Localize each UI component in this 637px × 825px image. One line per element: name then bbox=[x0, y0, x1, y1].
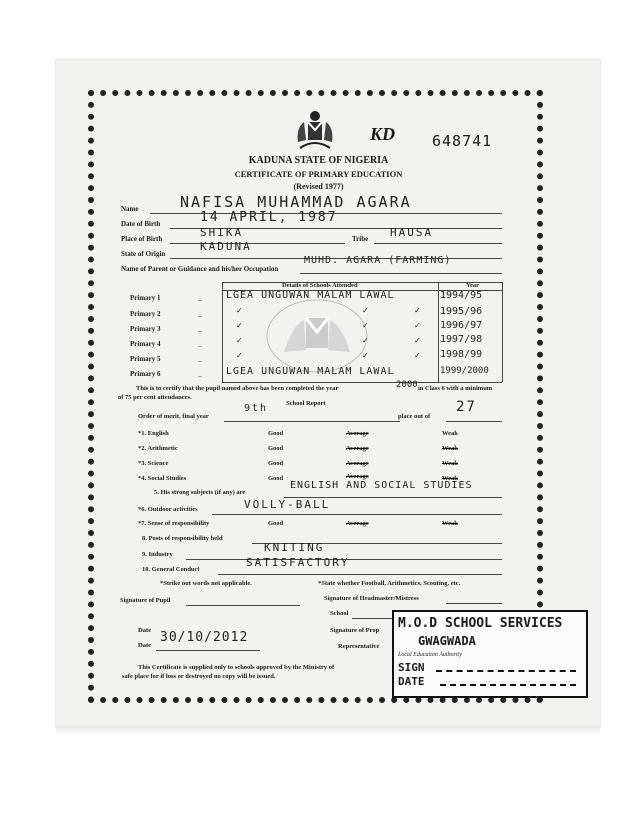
order-label: Order of merit, final year bbox=[138, 413, 209, 420]
official-stamp bbox=[392, 610, 588, 698]
soo-value: KADUNA bbox=[200, 240, 252, 253]
dob-value: 14 APRIL, 1987 bbox=[200, 210, 338, 225]
school-report-label: School Report bbox=[286, 400, 326, 407]
posts-label: 8. Posts of responsibility held bbox=[142, 535, 223, 542]
watermark-crest-icon bbox=[262, 296, 372, 376]
date-value: 30/10/2012 bbox=[160, 630, 249, 645]
conduct-value: SATISFACTORY bbox=[246, 556, 350, 569]
school-year: 1995/96 bbox=[440, 306, 483, 317]
prop-signature-label: Signature of Prop bbox=[330, 627, 380, 634]
stamp-sign: SIGN bbox=[398, 661, 425, 674]
sense-weak: Weak bbox=[442, 520, 458, 527]
order-value: 9th bbox=[244, 403, 269, 414]
industry-label: 9. Industry bbox=[142, 551, 173, 558]
parent-label: Name of Parent or Guidance and his/her Occupation bbox=[121, 265, 279, 273]
tribe-label: Tribe bbox=[352, 235, 369, 243]
details-header: Details of Schools Attended bbox=[282, 282, 358, 289]
sense-average: Average bbox=[346, 520, 369, 527]
coat-of-arms-icon bbox=[292, 108, 338, 150]
school-year: 1999/2000 bbox=[440, 366, 489, 376]
head-signature-label: Signature of Headmaster/Mistress bbox=[324, 595, 419, 602]
stamp-line-1: M.O.D SCHOOL SERVICES bbox=[398, 616, 563, 631]
parent-value: MUHD. AGARA (FARMING) bbox=[304, 255, 452, 266]
strong-subjects-label: 5. His strong subjects (if any) are bbox=[154, 489, 246, 496]
school-name: LGEA UNGUWAN MALAM LAWAL bbox=[226, 366, 395, 377]
code: KD bbox=[370, 124, 396, 144]
school-year: 1994/95 bbox=[440, 290, 483, 301]
outdoor-label: *6. Outdoor activities bbox=[138, 506, 198, 513]
tribe-value: HAUSA bbox=[390, 226, 434, 239]
conduct-label: 10. General Conduct bbox=[142, 566, 200, 573]
name-value: NAFISA MUHAMMAD AGARA bbox=[180, 193, 412, 211]
industry-value: KNITING bbox=[264, 541, 325, 554]
revised-note: (Revised 1977) bbox=[293, 182, 344, 191]
soo-label: State of Origin bbox=[121, 250, 166, 258]
representative-label: Representative bbox=[338, 643, 380, 650]
pob-label: Place of Birth bbox=[121, 235, 163, 243]
outdoor-value: VOLLY-BALL bbox=[244, 498, 331, 511]
certificate-title: CERTIFICATE OF PRIMARY EDUCATION bbox=[234, 169, 403, 179]
school-year: 1998/99 bbox=[440, 349, 483, 360]
sheet-shadow bbox=[56, 726, 600, 736]
sense-label: *7. Sense of responsibility bbox=[138, 520, 210, 527]
serial-number: 648741 bbox=[432, 132, 493, 150]
certify-text-2: in Class 6 with a minimum bbox=[418, 385, 493, 392]
sense-good: Good bbox=[268, 520, 284, 527]
pupil-signature-label: Signature of Pupil bbox=[120, 597, 171, 604]
school-year: 1996/97 bbox=[440, 320, 483, 331]
certify-year: 2000 bbox=[396, 380, 418, 390]
state-heading: KADUNA STATE OF NIGERIA bbox=[248, 155, 389, 166]
school-name: LGEA UNGUWAN MALAM LAWAL bbox=[226, 290, 395, 301]
stamp-line-3: Local Education Authority bbox=[398, 652, 462, 658]
school-year: 1997/98 bbox=[440, 334, 483, 345]
strike-note: *Strike out words not applicable. bbox=[160, 580, 252, 587]
name-label: Name bbox=[121, 205, 139, 213]
state-note: *State whether Football, Arithmetics, Scouting, etc. bbox=[318, 580, 461, 587]
footer-text: This Certificate is supplied only to schools approved by the Ministry of bbox=[138, 664, 335, 671]
strong-subjects-value: ENGLISH AND SOCIAL STUDIES bbox=[290, 480, 473, 491]
place-label: place out of bbox=[398, 413, 431, 420]
stamp-line-2: GWAGWADA bbox=[418, 634, 476, 648]
date-label: Date bbox=[138, 627, 151, 634]
footer-text-2: safe place for if loss or destroyed no copy will be issued. bbox=[122, 673, 276, 680]
stamp-date: DATE bbox=[398, 675, 425, 688]
certify-text-3: of 75 per cent attendances. bbox=[118, 394, 192, 401]
school-label: School bbox=[330, 610, 349, 617]
place-value: 27 bbox=[456, 399, 477, 415]
year-header: Year bbox=[466, 282, 479, 289]
pob-value: SHIKA bbox=[200, 226, 244, 239]
date-label-2: Date bbox=[138, 642, 151, 649]
certify-text: This is to certify that the pupil named above has been completed the year bbox=[136, 385, 339, 392]
dob-label: Date of Birth bbox=[121, 220, 161, 228]
